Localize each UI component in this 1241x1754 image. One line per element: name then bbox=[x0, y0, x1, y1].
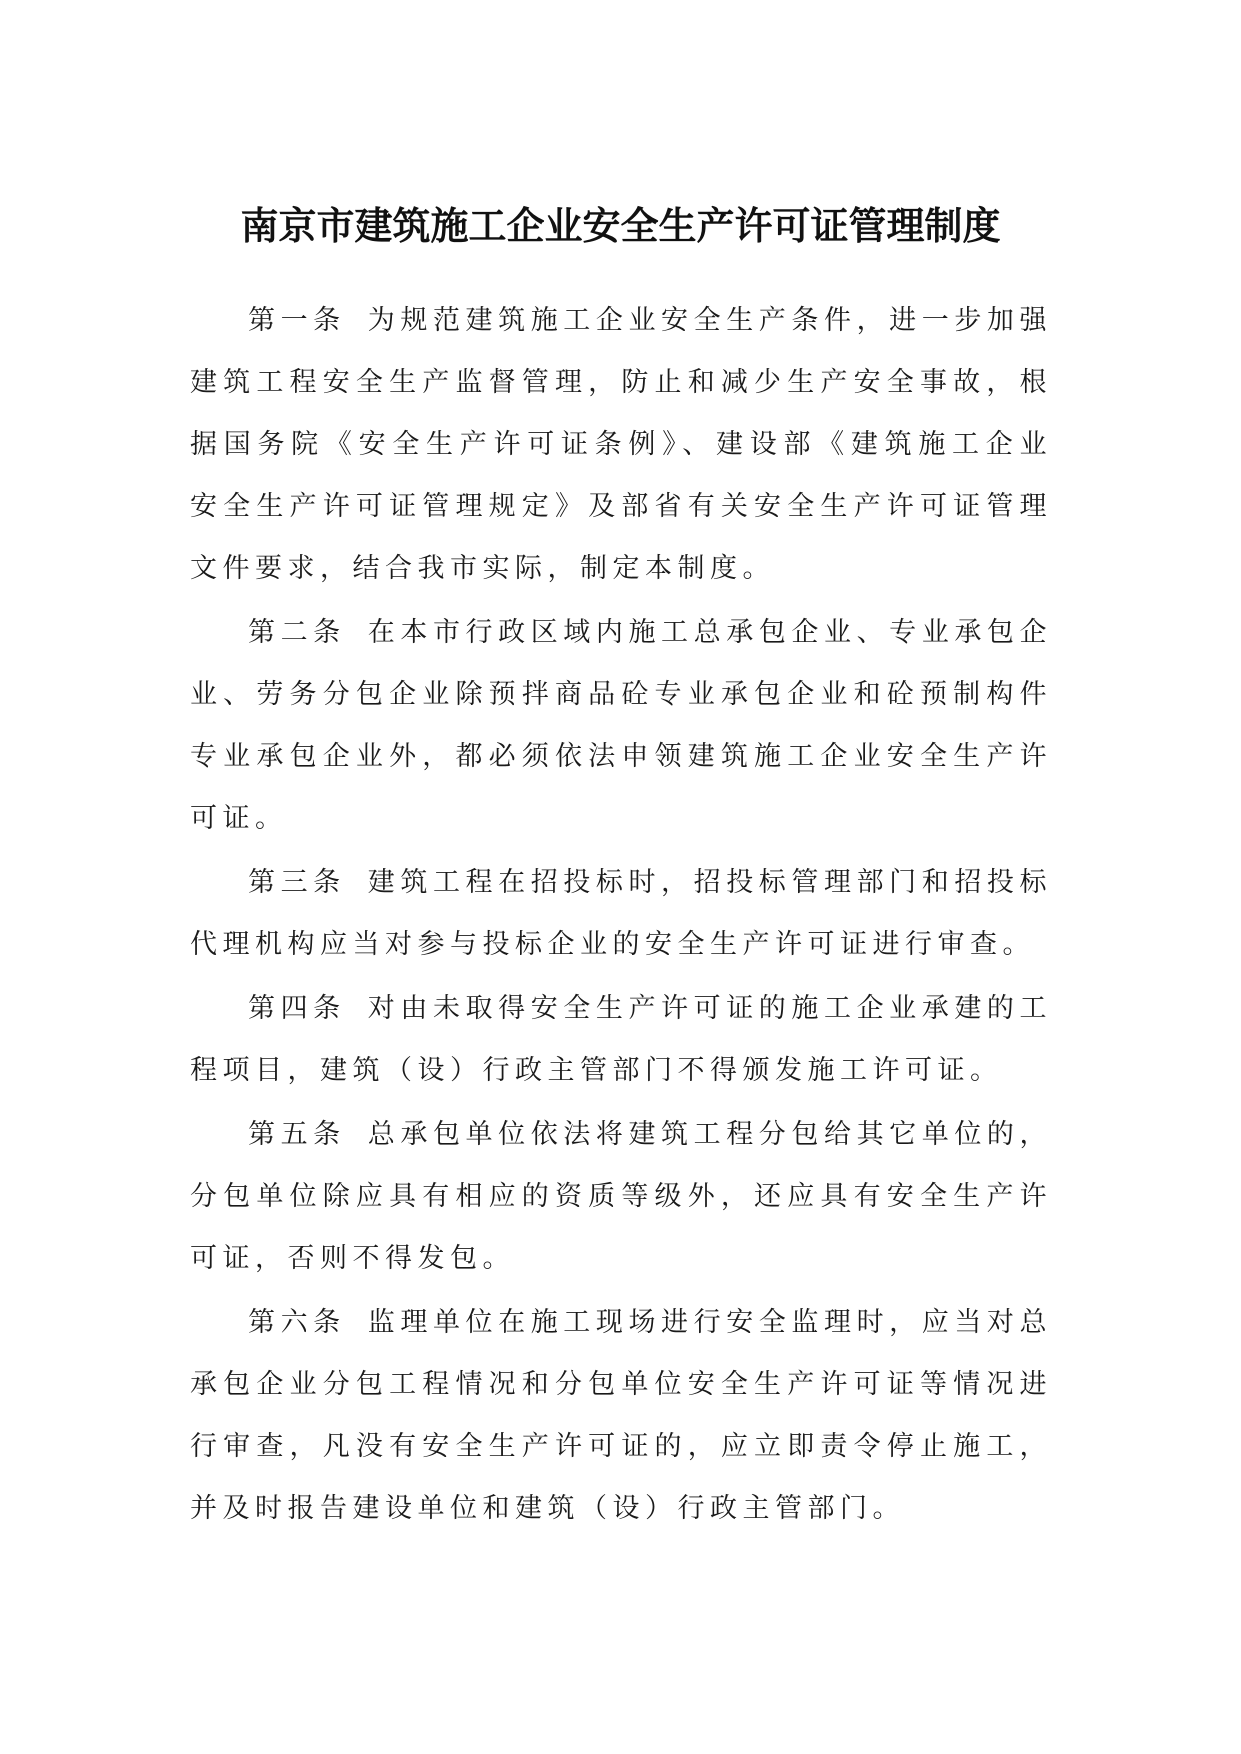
document-body bbox=[190, 290, 1052, 1542]
article-text: 建筑工程在招投标时，招投标管理部门和招投标代理机构应当对参与投标企业的安全生产许可证进行审查。 bbox=[190, 867, 1053, 960]
article-number: 第六条 bbox=[248, 1307, 346, 1338]
article-1 bbox=[190, 290, 1052, 600]
article-number: 第二条 bbox=[248, 617, 346, 648]
article-2 bbox=[190, 602, 1052, 850]
article-4 bbox=[190, 978, 1052, 1102]
article-number: 第三条 bbox=[248, 867, 346, 898]
article-number: 第一条 bbox=[248, 305, 346, 336]
article-5 bbox=[190, 1104, 1052, 1290]
article-text: 监理单位在施工现场进行安全监理时，应当对总承包企业分包工程情况和分包单位安全生产许可证等情况进行审查，凡没有安全生产许可证的，应立即责令停止施工，并及时报告建设单位和建筑（设）行政主管部门。 bbox=[190, 1307, 1053, 1524]
document-title: 南京市建筑施工企业安全生产许可证管理制度 bbox=[240, 203, 1001, 248]
article-6 bbox=[190, 1292, 1052, 1540]
article-text: 为规范建筑施工企业安全生产条件，进一步加强建筑工程安全生产监督管理，防止和减少生产安全事故，根据国务院《安全生产许可证条例》、建设部《建筑施工企业安全生产许可证管理规定》及部省有关安全生产许可证管理文件要求，结合我市实际，制定本制度。 bbox=[190, 305, 1053, 584]
article-text: 总承包单位依法将建筑工程分包给其它单位的，分包单位除应具有相应的资质等级外，还应具有安全生产许可证，否则不得发包。 bbox=[190, 1119, 1053, 1274]
article-text: 对由未取得安全生产许可证的施工企业承建的工程项目，建筑（设）行政主管部门不得颁发施工许可证。 bbox=[190, 993, 1053, 1086]
article-text: 在本市行政区域内施工总承包企业、专业承包企业、劳务分包企业除预拌商品砼专业承包企业和砼预制构件专业承包企业外，都必须依法申领建筑施工企业安全生产许可证。 bbox=[190, 617, 1053, 834]
article-number: 第五条 bbox=[248, 1119, 346, 1150]
article-3 bbox=[190, 852, 1052, 976]
article-number: 第四条 bbox=[248, 993, 346, 1024]
